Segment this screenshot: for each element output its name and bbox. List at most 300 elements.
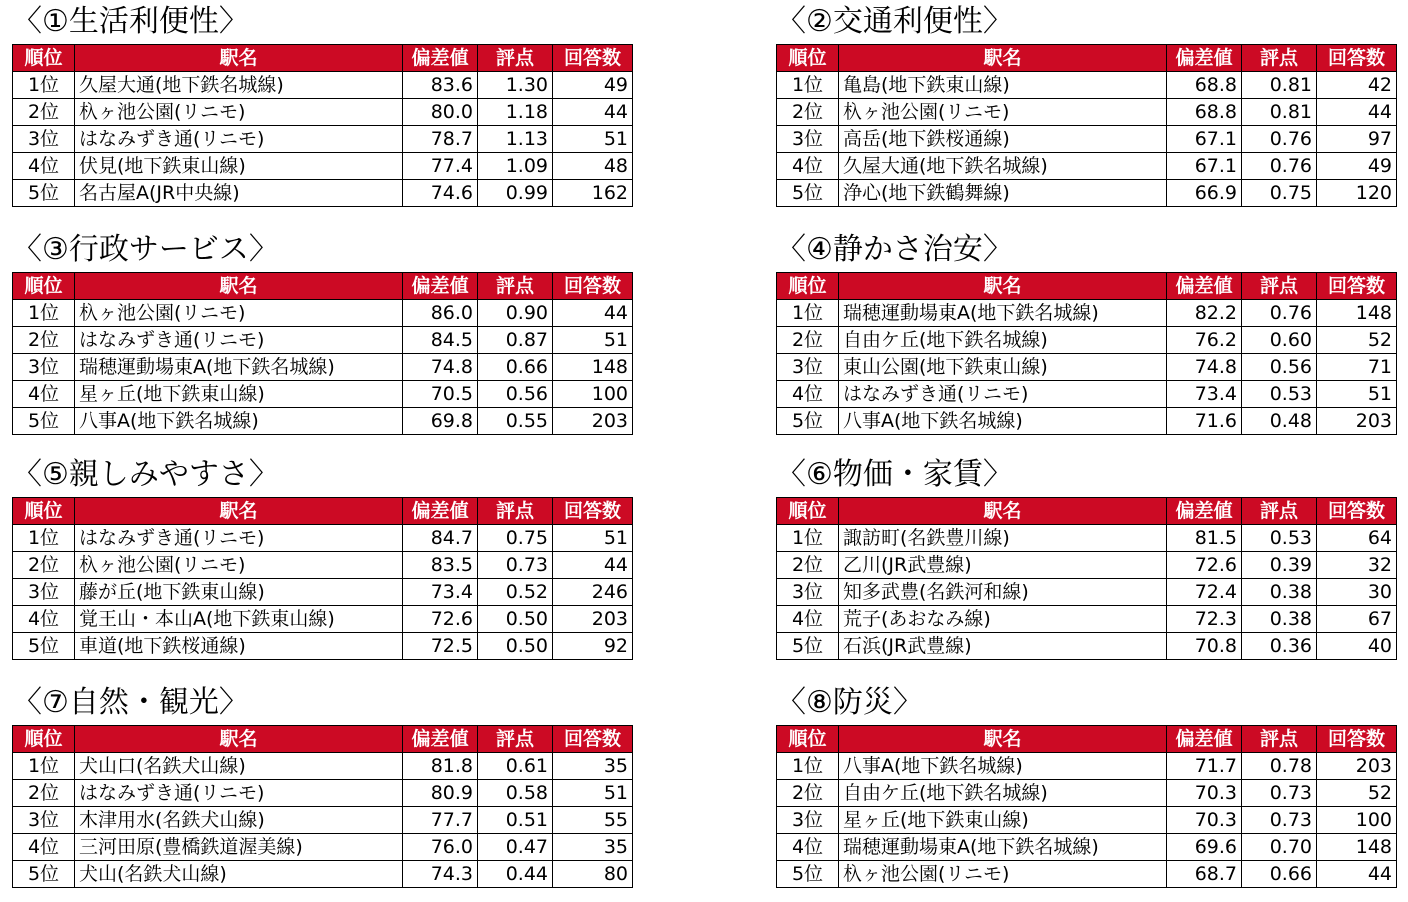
rank-column-header: 順位 — [777, 498, 839, 525]
score-cell: 0.75 — [1242, 180, 1317, 207]
score-cell: 1.09 — [478, 153, 553, 180]
rank-cell: 3位 — [777, 807, 839, 834]
deviation-cell: 70.8 — [1167, 633, 1242, 660]
deviation-cell: 78.7 — [403, 126, 478, 153]
deviation-column-header: 偏差値 — [403, 498, 478, 525]
section-title: 〈⑥物価・家賃〉 — [776, 457, 1013, 492]
table-row — [13, 327, 633, 354]
rank-cell: 2位 — [13, 780, 75, 807]
rank-cell: 5位 — [777, 408, 839, 435]
table-row — [777, 300, 1397, 327]
rank-cell: 4位 — [13, 153, 75, 180]
deviation-cell: 86.0 — [403, 300, 478, 327]
table-row — [777, 780, 1397, 807]
table-row — [13, 381, 633, 408]
response-count-cell: 51 — [553, 525, 633, 552]
deviation-cell: 70.5 — [403, 381, 478, 408]
rank-cell: 3位 — [777, 354, 839, 381]
score-cell: 0.56 — [478, 381, 553, 408]
table-row — [13, 525, 633, 552]
deviation-cell: 76.2 — [1167, 327, 1242, 354]
station-name-cell: 杁ヶ池公園(リニモ) — [75, 99, 403, 126]
deviation-cell: 71.6 — [1167, 408, 1242, 435]
rank-cell: 1位 — [13, 525, 75, 552]
rank-cell: 5位 — [777, 861, 839, 888]
table-row — [13, 408, 633, 435]
table-row — [777, 327, 1397, 354]
table-row — [777, 579, 1397, 606]
station-name-cell: 三河田原(豊橋鉄道渥美線) — [75, 834, 403, 861]
section-title: 〈⑤親しみやすさ〉 — [12, 457, 279, 492]
rank-cell: 2位 — [13, 327, 75, 354]
table-row — [13, 579, 633, 606]
table-row — [13, 633, 633, 660]
section-title: 〈⑧防災〉 — [776, 685, 923, 720]
deviation-column-header: 偏差値 — [403, 726, 478, 753]
rank-cell: 3位 — [13, 579, 75, 606]
deviation-cell: 74.3 — [403, 861, 478, 888]
section-title: 〈①生活利便性〉 — [12, 4, 249, 39]
deviation-column-header: 偏差値 — [403, 45, 478, 72]
station-name-cell: 星ヶ丘(地下鉄東山線) — [75, 381, 403, 408]
rank-cell: 2位 — [777, 780, 839, 807]
table-row — [13, 606, 633, 633]
section-title: 〈②交通利便性〉 — [776, 4, 1013, 39]
table-header-row — [13, 273, 633, 300]
score-cell: 0.66 — [478, 354, 553, 381]
station-name-cell: はなみずき通(リニモ) — [75, 525, 403, 552]
score-cell: 0.55 — [478, 408, 553, 435]
response-count-cell: 246 — [553, 579, 633, 606]
section-title: 〈③行政サービス〉 — [12, 232, 279, 267]
station-name-cell: はなみずき通(リニモ) — [75, 126, 403, 153]
table-header-row — [777, 726, 1397, 753]
ranking-table — [12, 497, 633, 660]
score-cell: 0.48 — [1242, 408, 1317, 435]
rank-cell: 4位 — [777, 381, 839, 408]
deviation-column-header: 偏差値 — [1167, 726, 1242, 753]
deviation-cell: 69.6 — [1167, 834, 1242, 861]
score-cell: 0.87 — [478, 327, 553, 354]
station-name-cell: 星ヶ丘(地下鉄東山線) — [839, 807, 1167, 834]
score-column-header: 評点 — [478, 726, 553, 753]
response-count-column-header: 回答数 — [553, 726, 633, 753]
deviation-cell: 77.4 — [403, 153, 478, 180]
rank-column-header: 順位 — [13, 273, 75, 300]
rank-column-header: 順位 — [777, 273, 839, 300]
table-row — [777, 153, 1397, 180]
score-cell: 0.51 — [478, 807, 553, 834]
ranking-section — [12, 683, 632, 888]
station-name-cell: 杁ヶ池公園(リニモ) — [839, 861, 1167, 888]
ranking-table — [776, 725, 1397, 888]
table-row — [777, 72, 1397, 99]
rank-cell: 1位 — [777, 753, 839, 780]
station-name-cell: 八事A(地下鉄名城線) — [75, 408, 403, 435]
score-cell: 0.53 — [1242, 525, 1317, 552]
section-title: 〈⑦自然・観光〉 — [12, 685, 249, 720]
station-name-cell: 木津用水(名鉄犬山線) — [75, 807, 403, 834]
response-count-cell: 67 — [1317, 606, 1397, 633]
deviation-column-header: 偏差値 — [1167, 45, 1242, 72]
response-count-cell: 203 — [553, 408, 633, 435]
response-count-cell: 203 — [1317, 753, 1397, 780]
station-name-cell: 杁ヶ池公園(リニモ) — [75, 552, 403, 579]
deviation-cell: 73.4 — [403, 579, 478, 606]
deviation-column-header: 偏差値 — [403, 273, 478, 300]
station-name-cell: 荒子(あおなみ線) — [839, 606, 1167, 633]
rank-cell: 1位 — [777, 72, 839, 99]
response-count-cell: 44 — [553, 552, 633, 579]
ranking-table — [12, 725, 633, 888]
score-cell: 0.76 — [1242, 300, 1317, 327]
response-count-cell: 148 — [553, 354, 633, 381]
score-cell: 0.52 — [478, 579, 553, 606]
response-count-cell: 148 — [1317, 834, 1397, 861]
table-row — [777, 525, 1397, 552]
score-cell: 0.81 — [1242, 72, 1317, 99]
ranking-section — [776, 230, 1396, 435]
response-count-cell: 80 — [553, 861, 633, 888]
deviation-cell: 73.4 — [1167, 381, 1242, 408]
rank-cell: 1位 — [777, 300, 839, 327]
score-cell: 0.50 — [478, 606, 553, 633]
table-row — [777, 753, 1397, 780]
rank-cell: 2位 — [13, 552, 75, 579]
table-row — [13, 126, 633, 153]
score-cell: 0.76 — [1242, 153, 1317, 180]
table-row — [13, 153, 633, 180]
ranking-section — [776, 683, 1396, 888]
table-header-row — [13, 498, 633, 525]
score-cell: 0.75 — [478, 525, 553, 552]
response-count-cell: 120 — [1317, 180, 1397, 207]
deviation-cell: 71.7 — [1167, 753, 1242, 780]
rank-cell: 3位 — [777, 579, 839, 606]
score-cell: 0.38 — [1242, 579, 1317, 606]
table-row — [777, 552, 1397, 579]
table-row — [13, 99, 633, 126]
deviation-cell: 68.7 — [1167, 861, 1242, 888]
response-count-cell: 52 — [1317, 327, 1397, 354]
station-name-cell: 自由ケ丘(地下鉄名城線) — [839, 327, 1167, 354]
table-row — [777, 633, 1397, 660]
response-count-cell: 52 — [1317, 780, 1397, 807]
score-cell: 1.13 — [478, 126, 553, 153]
score-cell: 0.39 — [1242, 552, 1317, 579]
station-name-column-header: 駅名 — [75, 45, 403, 72]
score-column-header: 評点 — [1242, 726, 1317, 753]
score-cell: 0.90 — [478, 300, 553, 327]
score-cell: 0.70 — [1242, 834, 1317, 861]
table-header-row — [777, 45, 1397, 72]
score-cell: 0.73 — [1242, 807, 1317, 834]
station-name-cell: 杁ヶ池公園(リニモ) — [75, 300, 403, 327]
rank-cell: 1位 — [13, 72, 75, 99]
deviation-cell: 74.8 — [1167, 354, 1242, 381]
table-row — [13, 354, 633, 381]
station-name-cell: 八事A(地下鉄名城線) — [839, 753, 1167, 780]
response-count-cell: 51 — [553, 126, 633, 153]
deviation-cell: 68.8 — [1167, 99, 1242, 126]
rank-cell: 3位 — [13, 354, 75, 381]
table-row — [777, 381, 1397, 408]
deviation-cell: 70.3 — [1167, 780, 1242, 807]
rank-column-header: 順位 — [13, 45, 75, 72]
section-title: 〈④静かさ治安〉 — [776, 232, 1013, 267]
station-name-column-header: 駅名 — [75, 273, 403, 300]
deviation-cell: 83.6 — [403, 72, 478, 99]
response-count-column-header: 回答数 — [553, 273, 633, 300]
deviation-cell: 67.1 — [1167, 126, 1242, 153]
station-name-cell: 覚王山・本山A(地下鉄東山線) — [75, 606, 403, 633]
score-column-header: 評点 — [478, 45, 553, 72]
response-count-cell: 49 — [553, 72, 633, 99]
rank-column-header: 順位 — [13, 726, 75, 753]
score-cell: 0.81 — [1242, 99, 1317, 126]
rank-cell: 4位 — [777, 834, 839, 861]
station-name-cell: はなみずき通(リニモ) — [75, 327, 403, 354]
response-count-column-header: 回答数 — [553, 498, 633, 525]
rank-cell: 3位 — [13, 126, 75, 153]
score-cell: 0.73 — [478, 552, 553, 579]
deviation-cell: 68.8 — [1167, 72, 1242, 99]
station-name-cell: 伏見(地下鉄東山線) — [75, 153, 403, 180]
station-name-cell: はなみずき通(リニモ) — [75, 780, 403, 807]
score-cell: 1.30 — [478, 72, 553, 99]
deviation-cell: 69.8 — [403, 408, 478, 435]
deviation-cell: 80.9 — [403, 780, 478, 807]
station-name-cell: 浄心(地下鉄鶴舞線) — [839, 180, 1167, 207]
table-row — [13, 300, 633, 327]
score-cell: 0.47 — [478, 834, 553, 861]
deviation-cell: 70.3 — [1167, 807, 1242, 834]
deviation-cell: 72.6 — [1167, 552, 1242, 579]
response-count-cell: 97 — [1317, 126, 1397, 153]
rank-column-header: 順位 — [13, 498, 75, 525]
ranking-table — [12, 44, 633, 207]
station-name-cell: 犬山口(名鉄犬山線) — [75, 753, 403, 780]
station-name-cell: 亀島(地下鉄東山線) — [839, 72, 1167, 99]
rank-cell: 5位 — [13, 861, 75, 888]
table-header-row — [777, 273, 1397, 300]
response-count-cell: 51 — [1317, 381, 1397, 408]
ranking-table — [776, 44, 1397, 207]
ranking-table — [776, 497, 1397, 660]
response-count-cell: 35 — [553, 834, 633, 861]
response-count-cell: 44 — [1317, 861, 1397, 888]
table-header-row — [13, 726, 633, 753]
rank-cell: 3位 — [13, 807, 75, 834]
rank-cell: 5位 — [13, 633, 75, 660]
rank-cell: 5位 — [777, 180, 839, 207]
table-row — [777, 180, 1397, 207]
deviation-cell: 67.1 — [1167, 153, 1242, 180]
station-name-cell: 東山公園(地下鉄東山線) — [839, 354, 1167, 381]
response-count-cell: 148 — [1317, 300, 1397, 327]
deviation-cell: 76.0 — [403, 834, 478, 861]
response-count-column-header: 回答数 — [1317, 726, 1397, 753]
rank-cell: 1位 — [13, 300, 75, 327]
ranking-table — [776, 272, 1397, 435]
table-row — [777, 861, 1397, 888]
response-count-cell: 30 — [1317, 579, 1397, 606]
station-name-column-header: 駅名 — [839, 726, 1167, 753]
score-cell: 0.99 — [478, 180, 553, 207]
deviation-cell: 82.2 — [1167, 300, 1242, 327]
station-name-cell: 名古屋A(JR中央線) — [75, 180, 403, 207]
rank-column-header: 順位 — [777, 45, 839, 72]
table-row — [13, 861, 633, 888]
deviation-cell: 77.7 — [403, 807, 478, 834]
response-count-cell: 55 — [553, 807, 633, 834]
deviation-cell: 66.9 — [1167, 180, 1242, 207]
deviation-cell: 83.5 — [403, 552, 478, 579]
score-cell: 1.18 — [478, 99, 553, 126]
table-row — [13, 834, 633, 861]
response-count-cell: 51 — [553, 327, 633, 354]
response-count-cell: 44 — [553, 99, 633, 126]
deviation-cell: 81.5 — [1167, 525, 1242, 552]
deviation-cell: 84.7 — [403, 525, 478, 552]
table-row — [13, 180, 633, 207]
ranking-section — [12, 230, 632, 435]
score-cell: 0.66 — [1242, 861, 1317, 888]
score-cell: 0.61 — [478, 753, 553, 780]
station-name-cell: 瑞穂運動場東A(地下鉄名城線) — [839, 834, 1167, 861]
deviation-cell: 72.4 — [1167, 579, 1242, 606]
station-name-cell: はなみずき通(リニモ) — [839, 381, 1167, 408]
response-count-cell: 100 — [1317, 807, 1397, 834]
response-count-cell: 71 — [1317, 354, 1397, 381]
score-cell: 0.36 — [1242, 633, 1317, 660]
table-row — [13, 780, 633, 807]
rank-cell: 1位 — [777, 525, 839, 552]
response-count-cell: 49 — [1317, 153, 1397, 180]
rank-cell: 4位 — [13, 834, 75, 861]
rank-cell: 4位 — [13, 606, 75, 633]
response-count-column-header: 回答数 — [1317, 498, 1397, 525]
score-cell: 0.73 — [1242, 780, 1317, 807]
rank-cell: 3位 — [777, 126, 839, 153]
response-count-cell: 203 — [553, 606, 633, 633]
score-column-header: 評点 — [478, 498, 553, 525]
station-name-cell: 自由ケ丘(地下鉄名城線) — [839, 780, 1167, 807]
deviation-cell: 72.6 — [403, 606, 478, 633]
ranking-section — [12, 455, 632, 660]
deviation-cell: 74.8 — [403, 354, 478, 381]
response-count-cell: 51 — [553, 780, 633, 807]
response-count-cell: 92 — [553, 633, 633, 660]
table-row — [13, 753, 633, 780]
table-header-row — [13, 45, 633, 72]
station-name-cell: 高岳(地下鉄桜通線) — [839, 126, 1167, 153]
response-count-cell: 32 — [1317, 552, 1397, 579]
station-name-cell: 犬山(名鉄犬山線) — [75, 861, 403, 888]
score-cell: 0.53 — [1242, 381, 1317, 408]
response-count-cell: 203 — [1317, 408, 1397, 435]
table-row — [777, 354, 1397, 381]
table-row — [777, 807, 1397, 834]
rank-cell: 5位 — [13, 180, 75, 207]
station-name-column-header: 駅名 — [839, 498, 1167, 525]
table-header-row — [777, 498, 1397, 525]
score-column-header: 評点 — [478, 273, 553, 300]
response-count-column-header: 回答数 — [553, 45, 633, 72]
deviation-cell: 72.3 — [1167, 606, 1242, 633]
table-row — [13, 807, 633, 834]
rank-cell: 2位 — [777, 99, 839, 126]
rank-column-header: 順位 — [777, 726, 839, 753]
station-name-cell: 知多武豊(名鉄河和線) — [839, 579, 1167, 606]
rank-cell: 1位 — [13, 753, 75, 780]
table-row — [13, 552, 633, 579]
response-count-cell: 100 — [553, 381, 633, 408]
rank-cell: 4位 — [13, 381, 75, 408]
response-count-cell: 48 — [553, 153, 633, 180]
station-name-cell: 藤が丘(地下鉄東山線) — [75, 579, 403, 606]
deviation-cell: 72.5 — [403, 633, 478, 660]
station-name-column-header: 駅名 — [839, 45, 1167, 72]
table-row — [777, 408, 1397, 435]
rank-cell: 4位 — [777, 606, 839, 633]
response-count-cell: 42 — [1317, 72, 1397, 99]
station-name-cell: 瑞穂運動場東A(地下鉄名城線) — [75, 354, 403, 381]
deviation-cell: 84.5 — [403, 327, 478, 354]
station-name-cell: 久屋大通(地下鉄名城線) — [839, 153, 1167, 180]
score-cell: 0.44 — [478, 861, 553, 888]
station-name-cell: 八事A(地下鉄名城線) — [839, 408, 1167, 435]
score-cell: 0.60 — [1242, 327, 1317, 354]
deviation-column-header: 偏差値 — [1167, 498, 1242, 525]
score-cell: 0.78 — [1242, 753, 1317, 780]
station-name-column-header: 駅名 — [75, 726, 403, 753]
score-cell: 0.58 — [478, 780, 553, 807]
station-name-cell: 乙川(JR武豊線) — [839, 552, 1167, 579]
table-row — [777, 126, 1397, 153]
score-column-header: 評点 — [1242, 498, 1317, 525]
response-count-cell: 44 — [553, 300, 633, 327]
score-cell: 0.76 — [1242, 126, 1317, 153]
ranking-section — [12, 2, 632, 207]
station-name-cell: 杁ヶ池公園(リニモ) — [839, 99, 1167, 126]
station-name-cell: 車道(地下鉄桜通線) — [75, 633, 403, 660]
response-count-cell: 162 — [553, 180, 633, 207]
deviation-cell: 80.0 — [403, 99, 478, 126]
score-cell: 0.56 — [1242, 354, 1317, 381]
response-count-cell: 64 — [1317, 525, 1397, 552]
table-row — [13, 72, 633, 99]
rank-cell: 5位 — [13, 408, 75, 435]
station-name-cell: 諏訪町(名鉄豊川線) — [839, 525, 1167, 552]
response-count-cell: 44 — [1317, 99, 1397, 126]
response-count-column-header: 回答数 — [1317, 273, 1397, 300]
rank-cell: 5位 — [777, 633, 839, 660]
station-name-column-header: 駅名 — [839, 273, 1167, 300]
deviation-column-header: 偏差値 — [1167, 273, 1242, 300]
table-row — [777, 834, 1397, 861]
ranking-section — [776, 455, 1396, 660]
station-name-cell: 石浜(JR武豊線) — [839, 633, 1167, 660]
rank-cell: 2位 — [777, 327, 839, 354]
score-cell: 0.50 — [478, 633, 553, 660]
station-name-column-header: 駅名 — [75, 498, 403, 525]
station-name-cell: 久屋大通(地下鉄名城線) — [75, 72, 403, 99]
ranking-section — [776, 2, 1396, 207]
station-name-cell: 瑞穂運動場東A(地下鉄名城線) — [839, 300, 1167, 327]
response-count-cell: 35 — [553, 753, 633, 780]
deviation-cell: 74.6 — [403, 180, 478, 207]
